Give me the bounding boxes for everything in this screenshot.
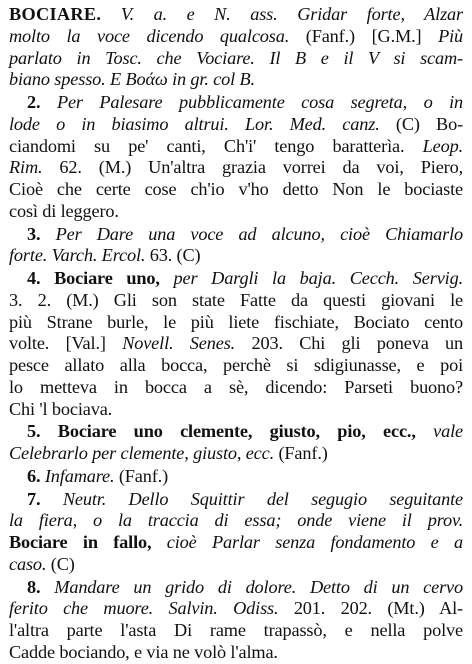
citation-text: 203. Chi gli poneva un bbox=[251, 333, 464, 354]
note-text: biano spesso. E bbox=[9, 69, 122, 90]
sense-6-line-1 bbox=[9, 466, 463, 488]
sense-definition: Neutr. Dello Squittir del segugio seguitante bbox=[62, 488, 463, 509]
sense-7-line-4 bbox=[9, 554, 463, 576]
citation-text: 201. 202. (Mt.) Al- bbox=[293, 598, 463, 619]
source-citation: Salvin. Odiss. bbox=[168, 598, 279, 619]
grammar-label: V. a. e N. ass. bbox=[120, 4, 278, 24]
sense-2-line-5 bbox=[9, 179, 463, 201]
sense-definition: Per Dare una voce ad alcuno, cioè Chiamarlo bbox=[55, 223, 463, 244]
citation-text: Cioè che certe cose ch'io v'ho detto Non le bociaste bbox=[9, 179, 463, 199]
sense-definition: Infamare. bbox=[44, 465, 115, 486]
sense-7-line-3 bbox=[9, 532, 463, 554]
sense-4-line-3 bbox=[9, 312, 463, 334]
sense-definition: cioè Parlar senza fondamento e a bbox=[166, 532, 463, 552]
source-citation: (Fanf.) bbox=[305, 25, 355, 46]
sense-8-line-2 bbox=[9, 598, 463, 620]
citation-text: Chi 'l bociava. bbox=[9, 398, 113, 419]
sense-number: 5. bbox=[27, 421, 41, 442]
phrase-headword: Bociare uno clemente, giusto, pio, ecc., bbox=[57, 421, 416, 442]
sense-7-line-2 bbox=[9, 510, 463, 532]
sense-4-line-4 bbox=[9, 333, 463, 355]
entry-line-3 bbox=[9, 48, 463, 70]
sense-5-line-1 bbox=[9, 421, 463, 443]
source-citation: Cecch. Servig. bbox=[349, 268, 463, 288]
sense-definition: Mandare un grido di dolore. Detto di un cervo bbox=[54, 576, 464, 597]
citation-text: pesce allato alla bocca, perchè si sdigiunasse, e poi bbox=[9, 355, 463, 375]
phrase-headword: Bociare uno, bbox=[54, 268, 160, 288]
sense-7-line-1 bbox=[9, 489, 463, 511]
citation-text: 62. (M.) Un'altra grazia vorrei da voi, Piero, bbox=[59, 157, 464, 178]
sense-2-line-3 bbox=[9, 136, 463, 158]
sense-number: 4. bbox=[27, 268, 41, 288]
sense-definition: ferito che muore. bbox=[9, 598, 154, 619]
sense-definition: Celebrarlo per clemente, giusto, ecc. bbox=[9, 443, 275, 463]
note-text: parlato in Tosc. che Vociare. Il B e il V si scam- bbox=[9, 47, 463, 68]
source-citation: Varch. Ercol. bbox=[51, 245, 146, 266]
sense-4-line-2 bbox=[9, 290, 463, 312]
definition-text: Gridar forte, Alzar bbox=[297, 4, 464, 24]
citation-text: più Strane burle, le più liete fischiate, Bociato cento bbox=[9, 311, 463, 332]
sense-number: 7. bbox=[27, 488, 41, 509]
sense-number: 8. bbox=[27, 576, 41, 597]
sense-number: 2. bbox=[27, 92, 41, 112]
sense-8-line-3 bbox=[9, 620, 463, 642]
source-citation: (Fanf.) bbox=[118, 465, 169, 486]
citation-text: volte. [Val.] bbox=[9, 333, 106, 354]
phrase-headword: Bociare in fallo, bbox=[9, 532, 152, 552]
source-citation: (Fanf.) bbox=[278, 443, 328, 463]
note-text: Più bbox=[438, 25, 464, 46]
note-text: in gr. col B. bbox=[172, 69, 255, 90]
definition-text: molto la voce dicendo qualcosa. bbox=[9, 25, 290, 46]
citation-text: 63. (C) bbox=[149, 245, 201, 266]
headword: BOCIARE. bbox=[9, 4, 102, 24]
sense-2-line-2 bbox=[9, 114, 463, 136]
citation-text: Cadde bociando, e via ne volò l'alma. bbox=[9, 641, 278, 662]
sense-definition: forte. bbox=[9, 245, 48, 266]
sense-8-line-1 bbox=[9, 577, 463, 599]
sense-definition: la fiera, o la traccia di essa; onde viene il prov. bbox=[9, 510, 463, 531]
citation-text: l'altra parte l'asta Di rame trapassò, e nella polve bbox=[9, 620, 463, 640]
sense-4-line-6 bbox=[9, 377, 463, 399]
sense-2-line-1 bbox=[9, 92, 463, 114]
sense-3-line-1 bbox=[9, 224, 463, 246]
sense-8-line-4 bbox=[9, 642, 463, 664]
sense-definition: vale bbox=[433, 421, 463, 442]
sense-number: 3. bbox=[27, 223, 41, 244]
source-citation: Novell. Senes. bbox=[122, 333, 236, 354]
sense-4-line-7 bbox=[9, 399, 463, 421]
sense-4-line-5 bbox=[9, 355, 463, 377]
sense-5-line-2 bbox=[9, 443, 463, 465]
entry-line-2 bbox=[9, 26, 463, 48]
source-citation: Rim. bbox=[9, 157, 43, 178]
sense-4-line-1 bbox=[9, 268, 463, 290]
sense-definition: caso. bbox=[9, 553, 47, 574]
reference-marker: [G.M.] bbox=[371, 25, 422, 46]
sense-definition: lode o in biasimo altrui. bbox=[9, 113, 229, 134]
citation-text: (C) Bo- bbox=[395, 113, 464, 134]
source-citation: Leop. bbox=[422, 135, 463, 156]
citation-text: così di leggero. bbox=[9, 200, 119, 221]
source-citation: Lor. Med. canz. bbox=[245, 113, 380, 134]
citation-text: ciandomi su pe' canti, Ch'i' tengo baratterìa. bbox=[9, 135, 405, 156]
sense-definition: Per Palesare pubblicamente cosa segreta, o in bbox=[56, 92, 464, 112]
citation-text: lo metteva in bocca a sè, dicendo: Parseti buono? bbox=[9, 376, 463, 397]
sense-2-line-6 bbox=[9, 201, 463, 223]
sense-definition: per Dargli la baja. bbox=[173, 268, 336, 288]
citation-text: 3. 2. (M.) Gli son state Fatte da questi giovani le bbox=[9, 289, 463, 310]
sense-3-line-2 bbox=[9, 245, 463, 267]
entry-line-4 bbox=[9, 69, 463, 91]
sense-2-line-4 bbox=[9, 157, 463, 179]
sense-number: 6. bbox=[27, 465, 41, 486]
source-citation: (C) bbox=[50, 553, 75, 574]
greek-word: Βοάω bbox=[125, 69, 168, 90]
entry-line-1 bbox=[9, 4, 463, 26]
